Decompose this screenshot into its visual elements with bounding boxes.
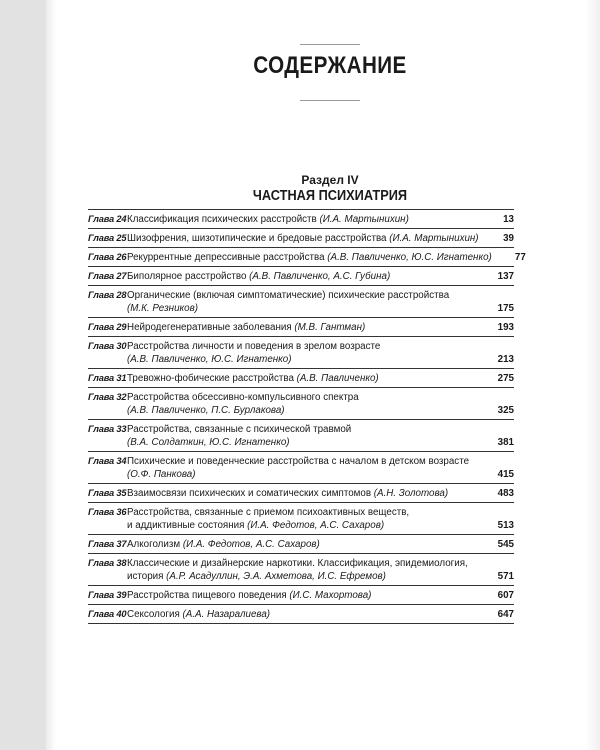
description-line [127, 487, 480, 500]
chapter-number: Глава 38 [88, 558, 127, 568]
description-line [127, 340, 480, 353]
chapter-description [127, 289, 480, 315]
page-number: 325 [497, 405, 514, 416]
chapter-authors: (И.А. Федотов, А.С. Сахаров) [247, 520, 385, 531]
description-line [127, 372, 480, 385]
chapter-title: Расстройства обсессивно-компульсивного спектра [127, 392, 359, 403]
table-of-contents [88, 209, 526, 624]
description-line [127, 391, 480, 404]
page-number: 607 [497, 590, 514, 601]
book-spine [0, 0, 46, 750]
chapter-title: Расстройства, связанные с психической травмой [127, 424, 352, 435]
chapter-title: Психические и поведенческие расстройства с началом в детском возрасте [127, 456, 470, 467]
chapter-title: Взаимосвязи психических и соматических симптомов [127, 488, 374, 499]
page-number: 39 [503, 233, 514, 244]
chapter-description [127, 372, 480, 385]
toc-entry[interactable] [88, 337, 514, 369]
description-line [127, 232, 480, 245]
section-label: Раздел IV [301, 173, 359, 187]
description-line [127, 506, 480, 519]
chapter-authors: (А.Н. Золотова) [373, 488, 449, 499]
chapter-title: Органические (включая симптоматические) психические расстройства [127, 290, 450, 301]
description-line [127, 570, 480, 583]
chapter-description [127, 538, 480, 551]
toc-entry[interactable] [88, 369, 514, 388]
chapter-number: Глава 34 [88, 456, 127, 466]
toc-entry[interactable] [88, 452, 514, 484]
chapter-authors: (В.А. Солдаткин, Ю.С. Игнатенко) [127, 437, 290, 448]
title-rule-bottom [300, 100, 360, 101]
description-line [127, 455, 480, 468]
page-number: 175 [497, 303, 514, 314]
chapter-number: Глава 39 [88, 590, 127, 600]
description-line [127, 321, 480, 334]
chapter-number: Глава 26 [88, 252, 127, 262]
section-title: ЧАСТНАЯ ПСИХИАТРИЯ [252, 188, 408, 204]
toc-entry[interactable] [88, 484, 514, 503]
chapter-number: Глава 24 [88, 214, 127, 224]
chapter-description [127, 506, 480, 532]
page-number: 137 [497, 271, 514, 282]
chapter-title: Расстройства, связанные с приемом психоактивных веществ, [127, 507, 410, 518]
description-line [127, 423, 480, 436]
page-number: 513 [497, 520, 514, 531]
page-number: 545 [497, 539, 514, 550]
chapter-description [127, 589, 480, 602]
page-number: 77 [514, 252, 526, 263]
chapter-authors: (А.В. Павличенко, А.С. Губина) [249, 271, 391, 282]
chapter-title: Тревожно-фобические расстройства [127, 373, 297, 384]
page-number: 415 [497, 469, 514, 480]
toc-entry[interactable] [88, 535, 514, 554]
chapter-number: Глава 36 [88, 507, 127, 517]
description-line [127, 270, 480, 283]
chapter-authors: (О.Ф. Панкова) [127, 469, 196, 480]
description-line [127, 557, 480, 570]
chapter-description [127, 608, 480, 621]
toc-entry[interactable] [88, 210, 514, 229]
chapter-title: Алкоголизм [127, 539, 183, 550]
chapter-number: Глава 29 [88, 322, 127, 332]
chapter-description [127, 391, 480, 417]
description-line [127, 436, 480, 449]
chapter-authors: (И.С. Махортова) [289, 590, 372, 601]
chapter-title: Нейродегенеративные заболевания [127, 322, 295, 333]
chapter-authors: (А.А. Назаралиева) [182, 609, 271, 620]
toc-entry[interactable] [88, 286, 514, 318]
chapter-title: Сексология [127, 609, 183, 620]
chapter-description [127, 423, 480, 449]
chapter-title: и аддиктивные состояния [127, 520, 248, 531]
chapter-title: Расстройства пищевого поведения [127, 590, 290, 601]
page-gutter-shadow [46, 0, 56, 750]
chapter-authors: (А.В. Павличенко, Ю.С. Игнатенко) [327, 252, 492, 263]
page-number: 213 [497, 354, 514, 365]
chapter-number: Глава 27 [88, 271, 127, 281]
chapter-description [127, 340, 480, 366]
chapter-number: Глава 33 [88, 424, 127, 434]
description-line [127, 608, 480, 621]
chapter-title: Классификация психических расстройств [127, 214, 320, 225]
page-number: 13 [503, 214, 514, 225]
chapter-description [127, 321, 480, 334]
page-edge [586, 0, 600, 750]
toc-entry[interactable] [88, 388, 514, 420]
description-line [127, 589, 480, 602]
toc-entry[interactable] [88, 267, 514, 286]
chapter-authors: (И.А. Мартынихин) [319, 214, 409, 225]
chapter-title: Биполярное расстройство [127, 271, 250, 282]
chapter-title: Расстройства личности и поведения в зрелом возрасте [127, 341, 381, 352]
chapter-authors: (А.Р. Асадуллин, Э.А. Ахметова, И.С. Ефремов) [166, 571, 386, 582]
description-line [127, 353, 480, 366]
chapter-authors: (А.В. Павличенко) [296, 373, 379, 384]
chapter-authors: (И.А. Мартынихин) [389, 233, 479, 244]
toc-entry[interactable] [88, 229, 514, 248]
chapter-description [127, 455, 480, 481]
chapter-authors: (А.В. Павличенко, П.С. Бурлакова) [127, 405, 285, 416]
chapter-authors: (И.А. Федотов, А.С. Сахаров) [182, 539, 320, 550]
chapter-description [127, 213, 480, 226]
toc-entry[interactable] [88, 503, 514, 535]
chapter-authors: (М.К. Резников) [127, 303, 198, 314]
chapter-authors: (М.В. Гантман) [294, 322, 366, 333]
page-number: 571 [497, 571, 514, 582]
toc-entry[interactable] [88, 586, 514, 605]
page-number: 647 [497, 609, 514, 620]
description-line [127, 404, 480, 417]
chapter-description [127, 232, 480, 245]
description-line [127, 213, 480, 226]
page-number: 381 [497, 437, 514, 448]
chapter-description [127, 487, 480, 500]
description-line [127, 538, 480, 551]
chapter-description [127, 270, 480, 283]
description-line [127, 289, 480, 302]
chapter-number: Глава 37 [88, 539, 127, 549]
toc-entry[interactable] [88, 420, 514, 452]
page-number: 483 [497, 488, 514, 499]
page-title: СОДЕРЖАНИЕ [253, 52, 407, 79]
chapter-number: Глава 32 [88, 392, 127, 402]
chapter-number: Глава 31 [88, 373, 127, 383]
description-line [127, 519, 480, 532]
chapter-title: история [127, 571, 167, 582]
toc-entry[interactable] [88, 554, 514, 586]
toc-entry[interactable] [88, 605, 514, 624]
page-number: 193 [497, 322, 514, 333]
description-line [127, 251, 492, 264]
chapter-title: Классические и дизайнерские наркотики. Классификация, эпидемиология, [127, 558, 468, 569]
chapter-description [127, 251, 492, 264]
chapter-title: Шизофрения, шизотипические и бредовые расстройства [127, 233, 390, 244]
chapter-number: Глава 35 [88, 488, 127, 498]
chapter-number: Глава 40 [88, 609, 127, 619]
chapter-number: Глава 28 [88, 290, 127, 300]
description-line [127, 468, 480, 481]
page-number: 275 [497, 373, 514, 384]
description-line [127, 302, 480, 315]
toc-entry[interactable] [88, 318, 514, 337]
chapter-description [127, 557, 480, 583]
toc-entry[interactable] [88, 248, 526, 267]
chapter-title: Рекуррентные депрессивные расстройства [127, 252, 328, 263]
chapter-number: Глава 30 [88, 341, 127, 351]
chapter-number: Глава 25 [88, 233, 127, 243]
title-rule-top [300, 44, 360, 45]
chapter-authors: (А.В. Павличенко, Ю.С. Игнатенко) [127, 354, 292, 365]
